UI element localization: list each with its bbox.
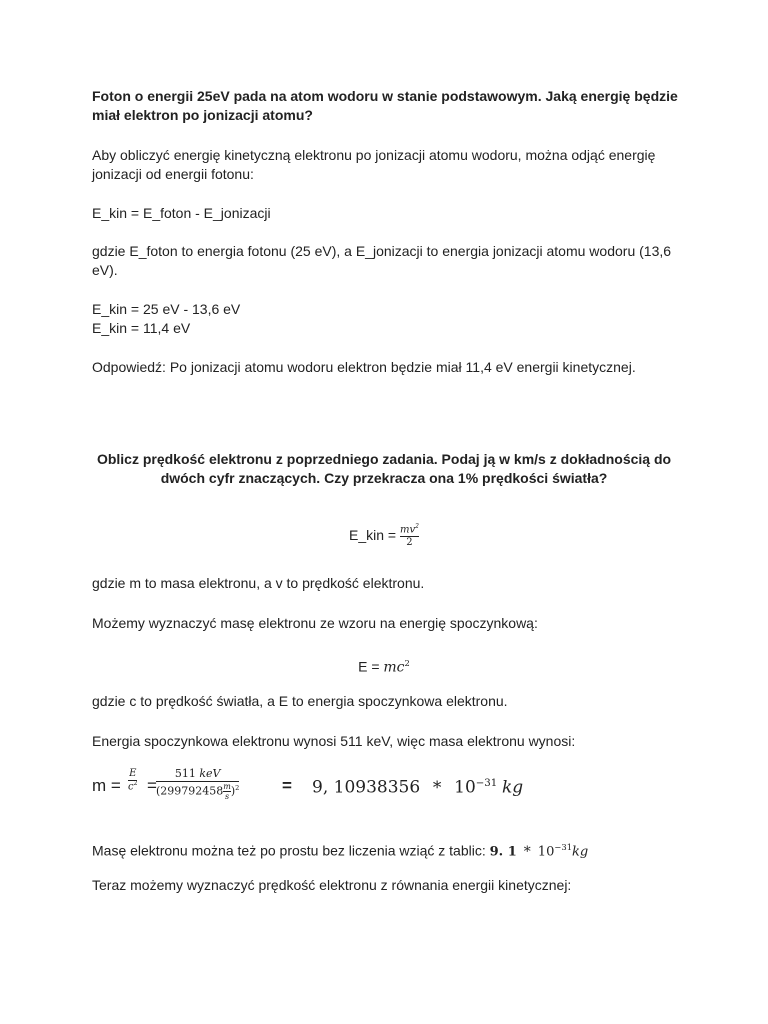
next-step: Teraz możemy wyznaczyć prędkość elektronu z równania energii kinetycznej:: [92, 877, 572, 893]
ekin-exponent: 2: [415, 523, 419, 530]
task1-formula: E_kin = E_foton - E_jonizacji: [92, 205, 271, 221]
mass-unit: kg: [502, 777, 524, 798]
ekin-numerator: mv: [400, 524, 416, 536]
where-mv: gdzie m to masa elektronu, a v to prędkość elektronu.: [92, 575, 425, 591]
table-unit: kg: [572, 844, 589, 860]
ekin-fraction: [400, 524, 419, 548]
mass-exponent: −31: [475, 778, 498, 789]
mass-fraction-e-over-c2: [128, 768, 137, 792]
task1-intro: Aby obliczyć energię kinetyczną elektronu po jonizacji atomu wodoru, można odjąć energię jonizacji od energii fotonu:: [92, 147, 656, 182]
mass-times: *: [432, 777, 442, 798]
mass-f2-den-close: ): [230, 784, 236, 798]
mass-f2-unit-den: s: [225, 791, 230, 801]
where-c: gdzie c to prędkość światła, a E to energia spoczynkowa elektronu.: [92, 693, 508, 709]
table-line: [92, 838, 712, 862]
mass-ten: 10: [454, 777, 476, 798]
task1-answer: Odpowiedź: Po jonizacji atomu wodoru elektron będzie miał 11,4 eV energii kinetycznej.: [92, 359, 636, 375]
mass-equals-2: =: [282, 776, 292, 795]
emc-rhs: mc: [383, 659, 405, 676]
mass-result-value: 9, 10938356: [312, 777, 421, 798]
mass-f2-num-val: 511: [174, 767, 200, 780]
ekin-denominator: 2: [400, 536, 419, 549]
mass-f2-num-unit: keV: [199, 767, 221, 780]
table-value: 9. 1: [489, 844, 517, 860]
task1-calc-line1: E_kin = 25 eV - 13,6 eV: [92, 301, 241, 317]
task1-question: Foton o energii 25eV pada na atom wodoru w stanie podstawowym. Jaką energię będzie miał elektron po jonizacji atomu?: [92, 88, 678, 123]
emc-lhs: E =: [358, 658, 384, 675]
rest-energy-intro: Możemy wyznaczyć masę elektronu ze wzoru na energię spoczynkową:: [92, 615, 538, 631]
mass-fraction-numeric: [156, 768, 239, 801]
mass-f2-den-val: (299792458: [156, 784, 224, 798]
emc-exponent: 2: [404, 658, 410, 668]
table-ten: 10: [537, 844, 555, 860]
task1-where: gdzie E_foton to energia fotonu (25 eV), a E_jonizacji to energia jonizacji atomu wodoru (13,6 eV).: [92, 243, 672, 278]
mass-f1-numerator: E: [129, 768, 137, 779]
mass-f2-unit-fraction: [223, 782, 231, 801]
mass-f2-den-exp: 2: [235, 783, 240, 792]
task2-question: Oblicz prędkość elektronu z poprzedniego zadania. Podaj ją w km/s z dokładnością do dwóch cyfr znaczących. Czy przekracza ona 1% prędkości światła?: [96, 451, 672, 486]
mass-intro: Energia spoczynkowa elektronu wynosi 511 keV, więc masa elektronu wynosi:: [92, 733, 576, 749]
table-text: Masę elektronu można też po prostu bez liczenia wziąć z tablic:: [92, 842, 490, 859]
mass-f2-unit-num: m: [223, 781, 231, 791]
mass-f1-exponent: 2: [133, 779, 138, 787]
mass-equals-1: =: [147, 776, 157, 795]
emc-equation: [92, 654, 676, 678]
ekin-equation: [92, 524, 676, 548]
mass-equation: [92, 766, 692, 810]
table-exponent: −31: [554, 842, 573, 852]
mass-lhs: m =: [92, 776, 121, 795]
task1-calc-line2: E_kin = 11,4 eV: [92, 320, 191, 336]
mass-f1-denominator: c: [128, 780, 134, 792]
table-times: *: [523, 843, 531, 860]
mass-result: [312, 774, 523, 798]
ekin-lhs: E_kin =: [349, 526, 400, 543]
